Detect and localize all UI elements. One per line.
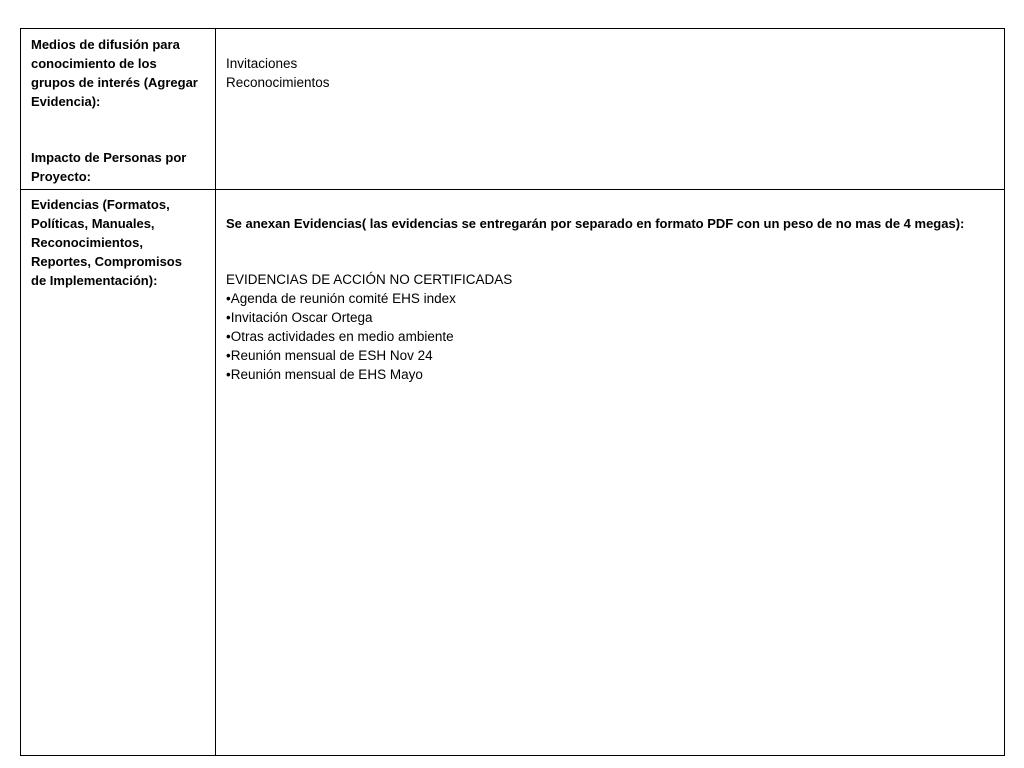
column-divider	[215, 190, 216, 755]
evidencias-section	[226, 270, 994, 384]
label-line: conocimiento de los	[31, 56, 157, 71]
label-line: Evidencias (Formatos,	[31, 197, 170, 212]
label-line: grupos de interés (Agregar	[31, 75, 198, 90]
label-line: Reportes, Compromisos	[31, 254, 182, 269]
medios-difusion-values	[226, 54, 994, 92]
label-line: Reconocimientos,	[31, 235, 143, 250]
value-item: Reconocimientos	[226, 75, 330, 90]
table-row-medios-difusion	[21, 29, 1004, 190]
list-item: •Agenda de reunión comité EHS index	[226, 291, 456, 306]
label-line: Medios de difusión para	[31, 37, 180, 52]
section-title: EVIDENCIAS DE ACCIÓN NO CERTIFICADAS	[226, 272, 513, 287]
label-line: Proyecto:	[31, 169, 91, 184]
label-line: Impacto de Personas por	[31, 150, 187, 165]
medios-difusion-label	[31, 35, 203, 111]
evidence-list	[226, 289, 994, 384]
value-item: Invitaciones	[226, 56, 298, 71]
list-item: •Reunión mensual de EHS Mayo	[226, 367, 423, 382]
label-line: Políticas, Manuales,	[31, 216, 155, 231]
table-row-evidencias	[21, 190, 1004, 755]
label-line: Evidencia):	[31, 94, 101, 109]
label-line: de Implementación):	[31, 273, 158, 288]
evidencias-heading: Se anexan Evidencias( las evidencias se entregarán por separado en formato PDF con un peso de no mas de 4 megas):	[226, 216, 965, 231]
list-item: •Otras actividades en medio ambiente	[226, 329, 454, 344]
impacto-personas-label	[31, 148, 203, 186]
evidencias-label	[31, 195, 203, 290]
evidence-form-table	[20, 28, 1005, 756]
list-item: •Reunión mensual de ESH Nov 24	[226, 348, 433, 363]
column-divider	[215, 29, 216, 189]
list-item: •Invitación Oscar Ortega	[226, 310, 373, 325]
